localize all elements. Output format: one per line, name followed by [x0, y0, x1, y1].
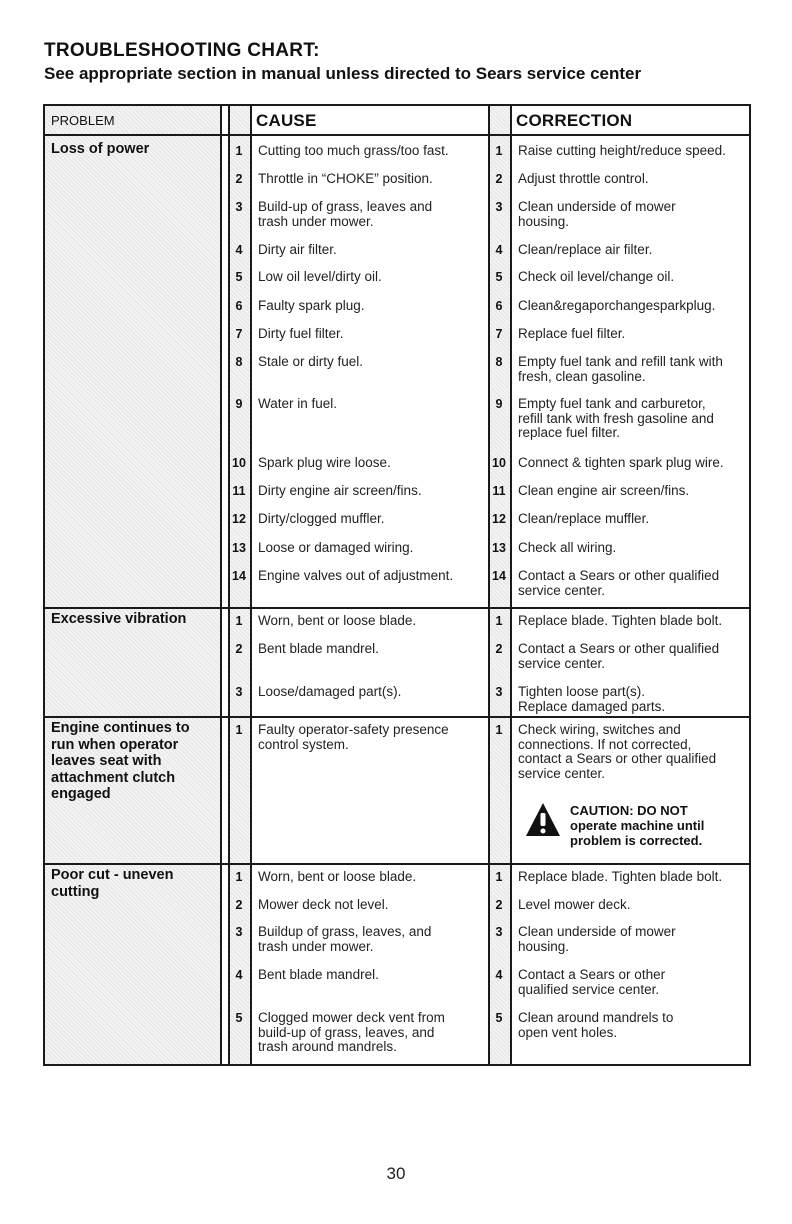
correction-text: Connect & tighten spark plug wire.	[518, 455, 724, 470]
correction-text: Replace fuel filter.	[518, 326, 626, 341]
cause-text: Bent blade mandrel.	[258, 641, 379, 656]
cause-number: 12	[232, 512, 246, 526]
correction-number: 1	[495, 870, 503, 884]
cause-number: 2	[235, 642, 243, 656]
cause-text: Buildup of grass, leaves, and trash under mower.	[258, 924, 432, 954]
correction-text: Contact a Sears or other qualified service center.	[518, 967, 666, 997]
cause-text: Dirty/clogged muffler.	[258, 511, 385, 526]
correction-number: 9	[495, 397, 503, 411]
cause-number: 2	[235, 898, 243, 912]
cause-number: 6	[235, 299, 243, 313]
correction-number: 3	[495, 925, 503, 939]
correction-text: Empty fuel tank and carburetor, refill tank with fresh gasoline and replace fuel filter.	[518, 396, 714, 440]
cause-text: Spark plug wire loose.	[258, 455, 391, 470]
correction-number: 10	[492, 456, 506, 470]
cause-text: Loose or damaged wiring.	[258, 540, 414, 555]
correction-number: 5	[495, 270, 503, 284]
correction-text: Clean around mandrels to open vent holes.	[518, 1010, 674, 1040]
correction-number: 2	[495, 642, 503, 656]
cause-number: 11	[232, 484, 246, 498]
problem-label: Excessive vibration	[51, 611, 187, 627]
cause-number: 5	[235, 270, 243, 284]
correction-text: Tighten loose part(s). Replace damaged parts.	[518, 684, 666, 714]
correction-text: Clean underside of mower housing.	[518, 199, 676, 229]
cause-text: Mower deck not level.	[258, 897, 389, 912]
cause-number: 10	[232, 456, 246, 470]
problem-label: Poor cut - uneven cutting	[51, 867, 174, 900]
cause-number: 1	[235, 870, 243, 884]
cause-number: 14	[232, 569, 246, 583]
correction-number: 2	[495, 898, 503, 912]
cause-text: Low oil level/dirty oil.	[258, 269, 382, 284]
correction-text: Check oil level/change oil.	[518, 269, 675, 284]
correction-text: Contact a Sears or other qualified service center.	[518, 641, 720, 671]
correction-text: Clean underside of mower housing.	[518, 924, 676, 954]
chart-title: TROUBLESHOOTING CHART:	[44, 40, 320, 61]
cause-number: 9	[235, 397, 243, 411]
problem-label: Engine continues to run when operator leaves seat with attachment clutch engaged	[51, 720, 190, 802]
cause-text: Cutting too much grass/too fast.	[258, 143, 449, 158]
correction-number: 7	[495, 327, 503, 341]
cause-text: Bent blade mandrel.	[258, 967, 379, 982]
problem-label: Loss of power	[51, 141, 150, 157]
correction-number: 13	[492, 541, 506, 555]
cause-number: 3	[235, 685, 243, 699]
correction-number: 4	[495, 968, 503, 982]
cause-number: 1	[235, 614, 243, 628]
cause-text: Water in fuel.	[258, 396, 338, 411]
cause-text: Faulty operator-safety presence control system.	[258, 722, 449, 752]
correction-number: 4	[495, 243, 503, 257]
correction-text: Check all wiring.	[518, 540, 617, 555]
correction-number: 3	[495, 200, 503, 214]
cause-number: 13	[232, 541, 246, 555]
correction-text: Contact a Sears or other qualified service center.	[518, 568, 720, 598]
cause-text: Worn, bent or loose blade.	[258, 869, 417, 884]
cause-number: 5	[235, 1011, 243, 1025]
problem-column-shade	[45, 106, 220, 1064]
correction-number: 6	[495, 299, 503, 313]
chart-subtitle: See appropriate section in manual unless directed to Sears service center	[44, 64, 642, 83]
cause-text: Worn, bent or loose blade.	[258, 613, 417, 628]
cause-text: Engine valves out of adjustment.	[258, 568, 454, 583]
correction-text: Clean/replace air filter.	[518, 242, 653, 257]
correction-text: Raise cutting height/reduce speed.	[518, 143, 726, 158]
correction-number: 3	[495, 685, 503, 699]
cause-text: Clogged mower deck vent from build-up of grass, leaves, and trash around mandrels.	[258, 1010, 445, 1054]
header-divider	[45, 134, 749, 136]
correction-text: Replace blade. Tighten blade bolt.	[518, 869, 723, 884]
cause-text: Build-up of grass, leaves and trash under mower.	[258, 199, 433, 229]
divider	[220, 106, 222, 1064]
header-problem: PROBLEM	[51, 113, 115, 128]
section-divider	[45, 863, 749, 865]
correction-number: 11	[492, 484, 506, 498]
cause-number: 8	[235, 355, 243, 369]
correction-number: 8	[495, 355, 503, 369]
header-correction: CORRECTION	[516, 111, 633, 130]
troubleshooting-table	[43, 104, 751, 1066]
cause-text: Loose/damaged part(s).	[258, 684, 402, 699]
cause-text: Dirty fuel filter.	[258, 326, 344, 341]
correction-number: 1	[495, 614, 503, 628]
cause-text: Faulty spark plug.	[258, 298, 365, 313]
correction-text: Clean engine air screen/fins.	[518, 483, 690, 498]
page-number: 30	[386, 1164, 406, 1183]
correction-number: 5	[495, 1011, 503, 1025]
correction-number: 12	[492, 512, 506, 526]
warning-icon	[525, 802, 561, 838]
cause-number: 7	[235, 327, 243, 341]
correction-number: 1	[495, 723, 503, 737]
cause-number: 1	[235, 723, 243, 737]
cause-number: 2	[235, 172, 243, 186]
cause-number: 4	[235, 243, 243, 257]
correction-number: 2	[495, 172, 503, 186]
correction-text: Clean&regaporchangesparkplug.	[518, 298, 716, 313]
correction-number: 1	[495, 144, 503, 158]
cause-text: Stale or dirty fuel.	[258, 354, 364, 369]
correction-text: Clean/replace muffler.	[518, 511, 650, 526]
cause-text: Dirty air filter.	[258, 242, 337, 257]
section-divider	[45, 716, 749, 718]
cause-text: Throttle in “CHOKE” position.	[258, 171, 433, 186]
caution-box	[525, 802, 745, 850]
correction-number: 14	[492, 569, 506, 583]
correction-text: Replace blade. Tighten blade bolt.	[518, 613, 723, 628]
correction-text: Empty fuel tank and refill tank with fresh, clean gasoline.	[518, 354, 723, 384]
caution-text: CAUTION: DO NOT operate machine until problem is corrected.	[570, 803, 705, 848]
correction-text: Level mower deck.	[518, 897, 631, 912]
correction-text: Check wiring, switches and connections. If not corrected, contact a Sears or other qualified service center.	[518, 722, 717, 781]
cause-number: 3	[235, 200, 243, 214]
section-divider	[45, 607, 749, 609]
header-cause: CAUSE	[256, 111, 317, 130]
correction-text: Adjust throttle control.	[518, 171, 649, 186]
cause-number: 3	[235, 925, 243, 939]
cause-number: 1	[235, 144, 243, 158]
cause-number: 4	[235, 968, 243, 982]
cause-text: Dirty engine air screen/fins.	[258, 483, 422, 498]
